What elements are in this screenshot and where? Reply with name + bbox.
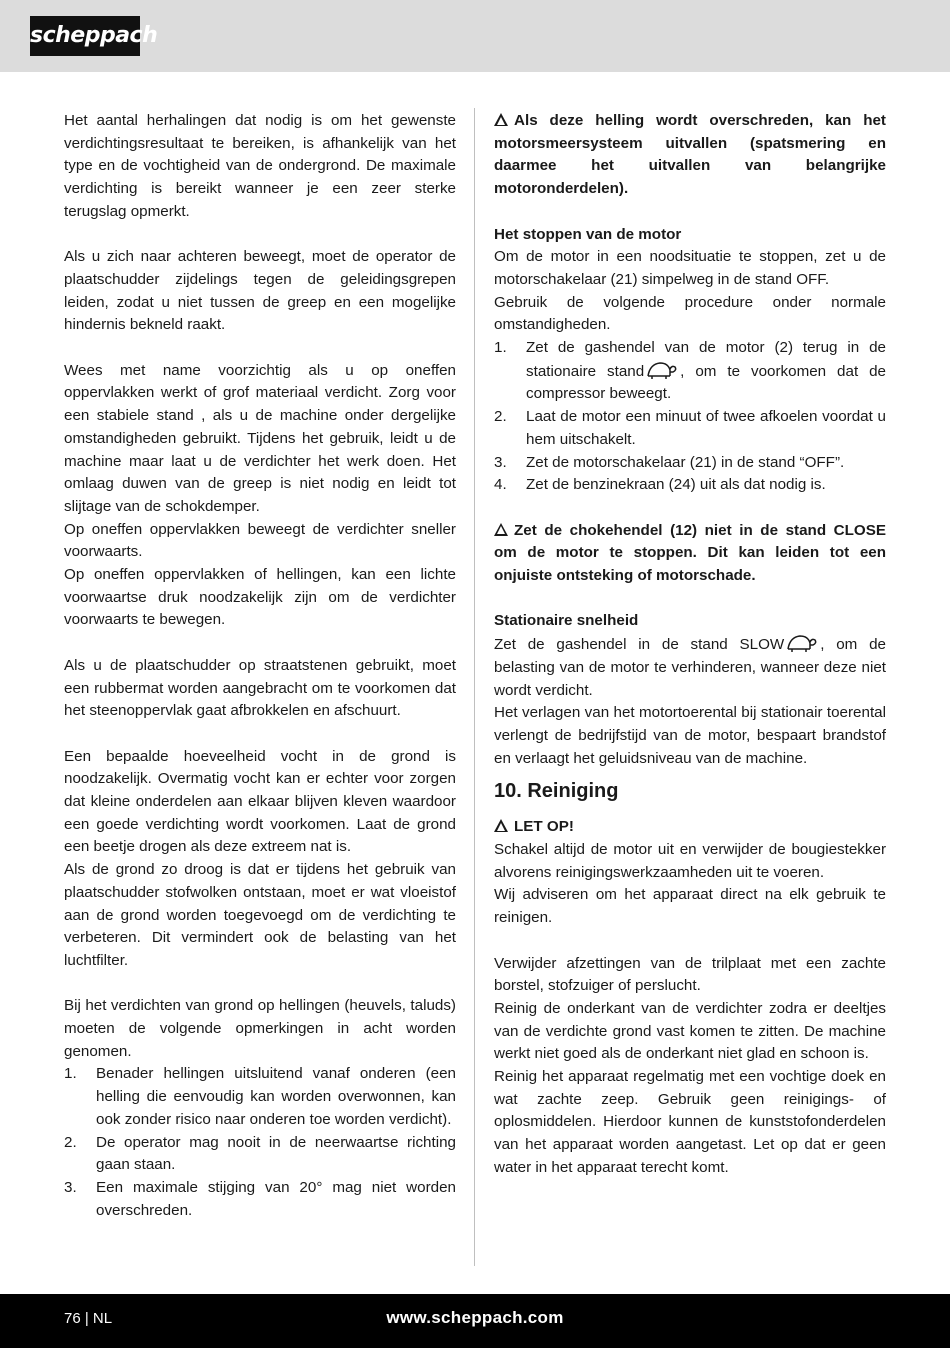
page-number: 76 | NL: [64, 1310, 113, 1327]
scheppach-logo: scheppach: [30, 16, 140, 56]
list-item: 1. Benader hellingen uitsluitend vanaf onderen (een helling die eenvoudig kan worden overwonnen, kan ook zonder risico naar onderen toe worden verdicht).: [64, 1065, 456, 1128]
page-header: [0, 0, 950, 72]
paragraph: Op oneffen oppervlakken beweegt de verdichter sneller voorwaarts.: [64, 520, 456, 561]
warning-paragraph: Zet de chokehendel (12) niet in de stand CLOSE om de motor te stoppen. Dit kan leiden tot een onjuiste ontsteking of motorschade.: [494, 521, 886, 585]
paragraph: Op oneffen oppervlakken of hellingen, kan een lichte voorwaartse druk noodzakelijk zijn om de verdichter voorwaarts te bewegen.: [64, 566, 456, 629]
paragraph: Een bepaalde hoeveelheid vocht in de grond is noodzakelijk. Overmatig vocht kan er echter voor zorgen dat kleine onderdelen aan elkaar blijven kleven waardoor een goede verdichting wordt voorkomen. Laat de grond een beetje drogen als deze extreem nat is.: [64, 747, 456, 856]
turtle-icon: [786, 633, 818, 653]
page-footer: [0, 1294, 950, 1348]
list-item: 1. Zet de gashendel van de motor (2) terug in de stationaire stand , om te voorkomen dat de compressor beweegt.: [494, 339, 886, 403]
paragraph: Als de grond zo droog is dat er tijdens het gebruik van plaatschudder stofwolken ontstaan, moet er wat vloeistof aan de grond worden toegevoegd om de verdichting te verbeteren. Dit vermindert ook de belasting van het luchtfilter.: [64, 861, 456, 969]
left-column: [64, 110, 456, 1222]
paragraph: Zet de gashendel in de stand SLOW , om de belasting van de motor te verhinderen, wanneer deze niet wordt verdicht.: [494, 633, 886, 702]
slope-list: [64, 1063, 456, 1222]
paragraph: Gebruik de volgende procedure onder normale omstandigheden.: [494, 293, 886, 334]
paragraph: Het aantal herhalingen dat nodig is om het gewenste verdichtingsresultaat te bereiken, is afhankelijk van het type en de vochtigheid van de ondergrond. De maximale verdichting is bereikt wanneer je een zeer sterke terugslag opmerkt.: [64, 112, 456, 220]
subheading: Stationaire snelheid: [494, 612, 639, 630]
warning-paragraph: Als deze helling wordt overschreden, kan het motorsmeersysteem uitvallen (spatsmering en daarmee het uitvallen van belangrijke motoronderdelen).: [494, 112, 886, 198]
list-item: 4. Zet de benzinekraan (24) uit als dat nodig is.: [494, 476, 826, 494]
website-link[interactable]: www.scheppach.com: [386, 1308, 564, 1327]
section-title: 10. Reiniging: [494, 780, 619, 803]
warning-triangle-icon: [494, 523, 508, 536]
list-item: 2. De operator mag nooit in de neerwaartse richting gaan staan.: [64, 1133, 456, 1174]
paragraph: Reinig de onderkant van de verdichter zodra er deeltjes van de verdichte grond vast komen te zitten. De machine werkt niet goed als de onderkant niet glad en schoon is.: [494, 999, 886, 1063]
warning-triangle-icon: [494, 113, 508, 126]
list-item: 2. Laat de motor een minuut of twee afkoelen voordat u hem uitschakelt.: [494, 408, 886, 448]
paragraph: Als u de plaatschudder op straatstenen gebruikt, moet een rubbermat worden aangebracht om te voorkomen dat het steenoppervlak gaat afbrokkelen en afschuurt.: [64, 656, 456, 720]
paragraph: Om de motor in een noodsituatie te stoppen, zet u de motorschakelaar (21) simpelweg in de stand OFF.: [494, 248, 886, 288]
column-divider: [474, 108, 475, 1266]
paragraph: Het verlagen van het motortoerental bij stationair toerental verlengt de bedrijfstijd van de motor, bespaart brandstof en verlaagt het geluidsniveau van de machine.: [494, 704, 886, 767]
list-item: 3. Zet de motorschakelaar (21) in de stand “OFF”.: [494, 453, 845, 471]
list-item: 3. Een maximale stijging van 20° mag niet worden overschreden.: [64, 1178, 456, 1219]
stop-procedure-list: [494, 337, 886, 497]
paragraph: Wij adviseren om het apparaat direct na elk gebruik te reinigen.: [494, 886, 886, 927]
right-column: [494, 110, 886, 1180]
paragraph: Verwijder afzettingen van de trilplaat met een zachte borstel, stofzuiger of perslucht.: [494, 954, 886, 995]
paragraph: Wees met name voorzichtig als u op oneffen oppervlakken werkt of grof materiaal verdicht. Zorg voor een stabiele stand , als u de machine onder dergelijke omstandigheden gebruikt. Tijdens het gebruik, leidt u de machine maar laat u de verdichter het werk doen. Het omlaag duwen van de greep is niet nodig en leidt tot slijtage van de schokdemper.: [64, 361, 456, 515]
subheading: Het stoppen van de motor: [494, 225, 682, 243]
turtle-icon: [646, 360, 678, 380]
warning-triangle-icon: [494, 819, 508, 832]
paragraph: Bij het verdichten van grond op hellingen (heuvels, taluds) moeten de volgende opmerkingen in acht worden genomen.: [64, 997, 456, 1060]
attention-heading: LET OP!: [494, 816, 886, 839]
paragraph: Reinig het apparaat regelmatig met een vochtige doek en wat zachte zeep. Gebruik geen reinigings- of oplosmiddelen. Hierdoor kunnen de kunststofonderdelen van het apparaat worden aangetast. Let op dat er geen water in het apparaat terecht komt.: [494, 1068, 886, 1176]
paragraph: Schakel altijd de motor uit en verwijder de bougiestekker alvorens reinigingswerkzaamheden uit te voeren.: [494, 841, 886, 881]
paragraph: Als u zich naar achteren beweegt, moet de operator de plaatschudder zijdelings tegen de geleidingsgrepen leiden, zodat u niet tussen de greep en een mogelijke hindernis bekneld raakt.: [64, 248, 456, 334]
